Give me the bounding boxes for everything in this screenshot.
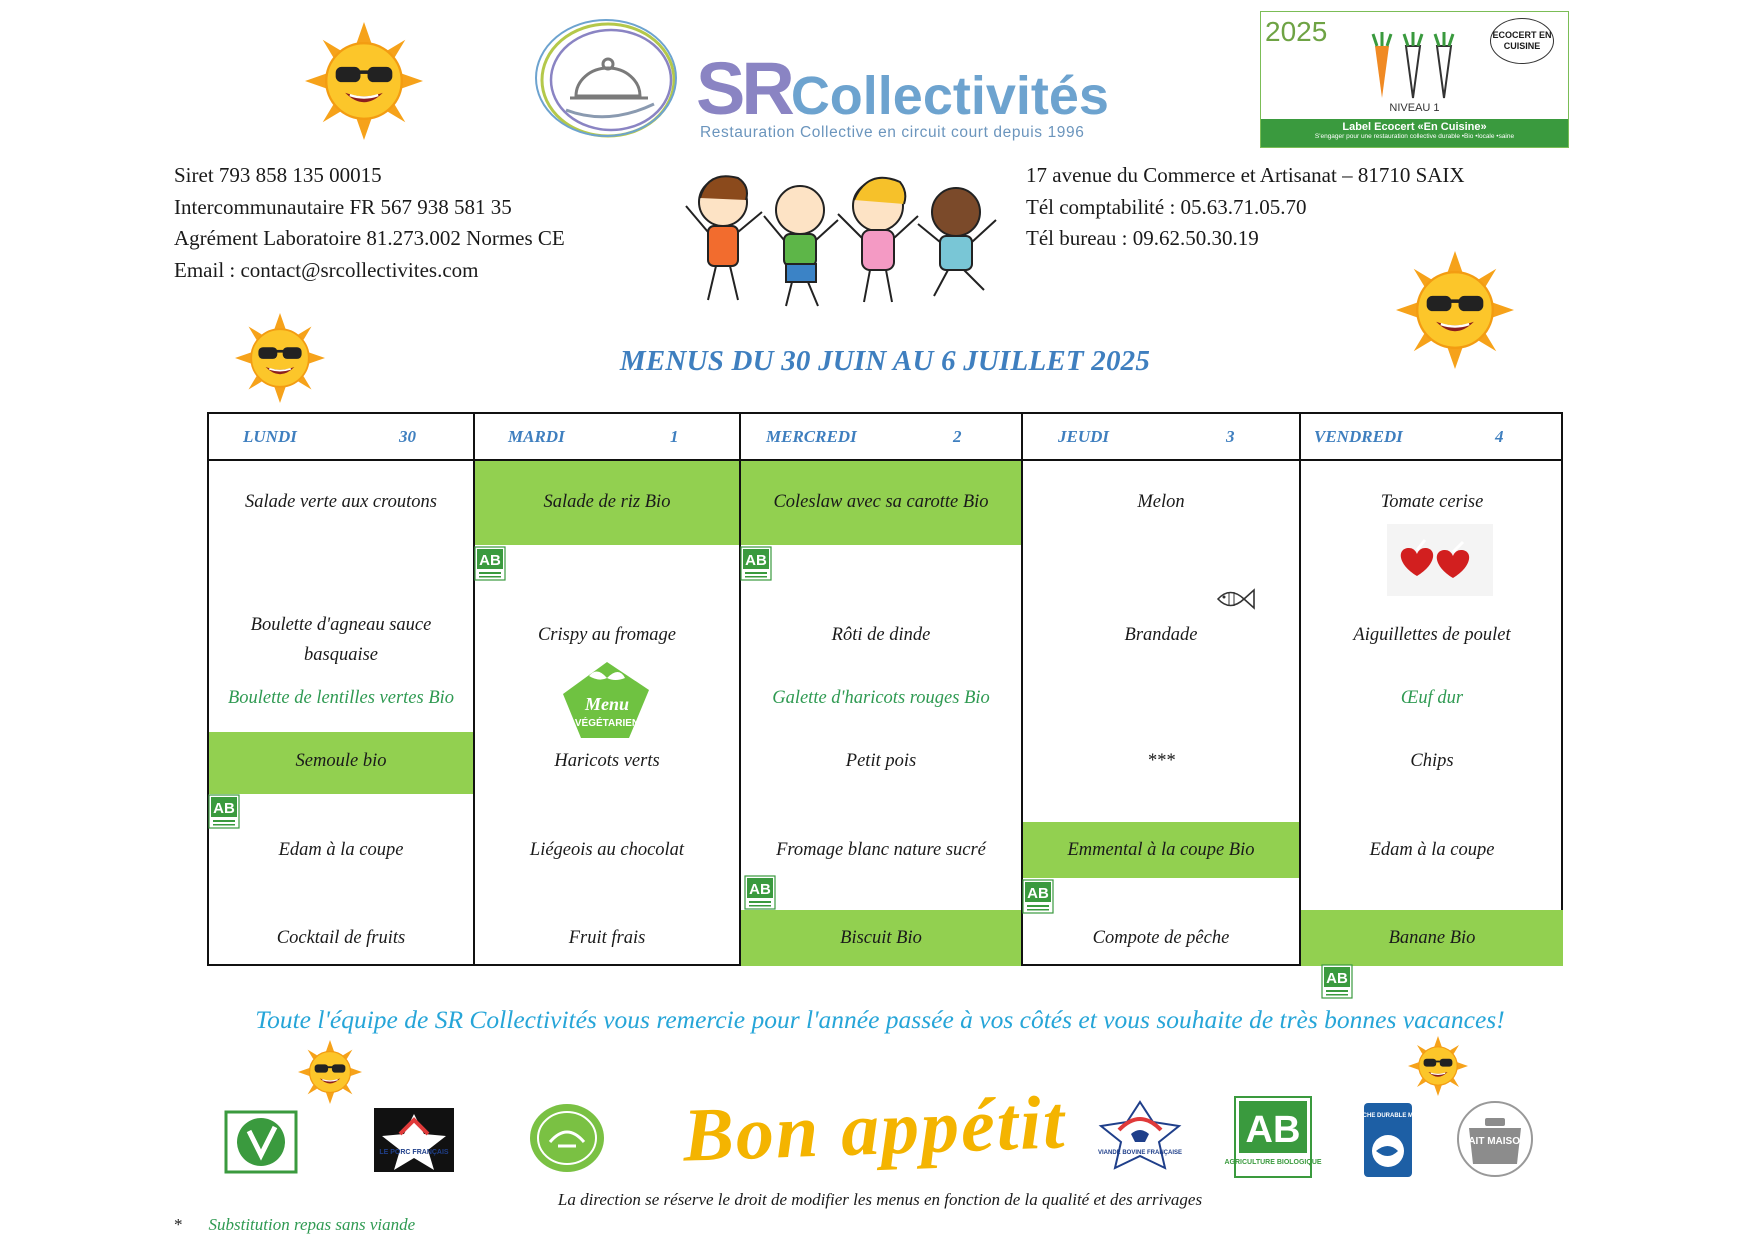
porc-francais-icon: [374, 1108, 454, 1172]
menu-dessert: Biscuit Bio: [840, 928, 922, 948]
day-number: 1: [670, 427, 679, 446]
day-number: 2: [953, 427, 962, 446]
sun-decoration-icon: [235, 313, 325, 403]
menu-dessert: Compote de pêche: [1092, 928, 1230, 948]
exploitation-hve-icon: [528, 1102, 606, 1174]
brand-tagline: Restauration Collective en circuit court depuis 1996: [700, 124, 1085, 141]
day-name: MERCREDI: [766, 427, 857, 446]
menu-vegetarien: Galette d'haricots rouges Bio: [772, 688, 990, 708]
menu-plat: Aiguillettes de poulet: [1353, 625, 1511, 645]
cherry-tomato-hearts-image: [1387, 524, 1493, 596]
ecocert-level: NIVEAU 1: [1389, 102, 1440, 114]
menu-entree: Salade de riz Bio: [543, 492, 671, 512]
footnote-star: *: [174, 1215, 183, 1234]
brand-name: Collectivités: [790, 66, 1109, 126]
ab-label: AGRICULTURE BIOLOGIQUE: [1224, 1159, 1322, 1166]
phone-bureau-line: Tél bureau : 09.62.50.30.19: [1026, 226, 1259, 250]
menu-table: [207, 412, 1563, 966]
phone-compta-line: Tél comptabilité : 05.63.71.05.70: [1026, 194, 1307, 219]
carrot-icon: [1361, 32, 1471, 104]
vegetarian-v-icon: [225, 1111, 297, 1173]
ecocert-bar: [1261, 119, 1568, 147]
fait-maison-label: FAIT MAISON: [1462, 1136, 1528, 1147]
menu-fromage: Liégeois au chocolat: [529, 840, 685, 860]
day-header: [741, 414, 1021, 461]
menu-dessert: Cocktail de fruits: [276, 928, 406, 948]
day-column-lundi: [209, 414, 475, 964]
menu-plat: Brandade: [1124, 625, 1198, 645]
company-info-right: [1026, 160, 1465, 255]
intercom-line: Intercommunautaire FR 567 938 581 35: [174, 194, 512, 219]
day-header: [1023, 414, 1299, 461]
day-column-vendredi: [1301, 414, 1563, 964]
menu-accompagnement: Haricots verts: [554, 751, 660, 771]
ecocert-badge: ECOCERT EN CUISINE: [1490, 18, 1554, 64]
menu-title: MENUS DU 30 JUIN AU 6 JUILLET 2025: [619, 345, 1151, 377]
ab-bio-icon: [1023, 880, 1053, 913]
ab-bio-icon: [1322, 965, 1352, 998]
ab-bio-icon: [741, 547, 771, 580]
footnote-text: Substitution repas sans viande: [208, 1215, 416, 1234]
msc-label: PÊCHE DURABLE MSC: [1354, 1113, 1422, 1119]
thanks-message: Toute l'équipe de SR Collectivités vous remercie pour l'année passée à vos côtés et vous souhaite de très bonnes vacances!: [255, 1005, 1505, 1034]
menu-accompagnement: ***: [1147, 751, 1175, 771]
day-header: [209, 414, 473, 461]
day-header: [475, 414, 739, 461]
ecocert-label: [1260, 11, 1569, 148]
day-name: VENDREDI: [1314, 427, 1403, 446]
day-column-jeudi: [1023, 414, 1301, 964]
menu-plat: Rôti de dinde: [831, 625, 931, 645]
menu-dessert: Banane Bio: [1388, 928, 1476, 948]
menu-plat: Crispy au fromage: [537, 625, 677, 645]
day-header: [1301, 414, 1563, 461]
company-info-left: [174, 160, 565, 286]
menu-vegetarien: Œuf dur: [1400, 688, 1464, 708]
ab-bio-icon: [475, 547, 505, 580]
ecocert-bar-label: Label Ecocert «En Cuisine»: [1342, 121, 1487, 133]
day-column-mercredi: [741, 414, 1023, 964]
menu-dessert: Fruit frais: [568, 928, 646, 948]
msc-peche-durable-icon: [1354, 1103, 1422, 1177]
address-line: 17 avenue du Commerce et Artisanat – 81710 SAIX: [1026, 163, 1465, 187]
agrement-line: Agrément Laboratoire 81.273.002 Normes CE: [174, 226, 565, 250]
bon-appetit-text: Bon appétit: [681, 1080, 1068, 1178]
day-number: 4: [1495, 427, 1504, 446]
day-name: MARDI: [508, 427, 565, 446]
svg-text:AB: AB: [1245, 1109, 1301, 1151]
menu-vegetarien: Boulette de lentilles vertes Bio: [227, 688, 455, 708]
menu-accompagnement: Chips: [1410, 751, 1454, 771]
menu-entree: Melon: [1137, 492, 1185, 512]
menu-vegetarien-line2: VÉGÉTARIEN: [574, 718, 640, 729]
menu-accompagnement: Petit pois: [845, 751, 917, 771]
menu-vegetarien-line1: Menu: [584, 694, 630, 714]
ab-bio-icon: [209, 795, 239, 828]
menu-entree: Coleslaw avec sa carotte Bio: [773, 492, 989, 512]
kids-illustration: [678, 160, 1013, 310]
menu-entree: Salade verte aux croutons: [245, 492, 437, 512]
footnote: [174, 1215, 415, 1235]
sun-decoration-icon: [1408, 1036, 1468, 1096]
menu-fromage: Edam à la coupe: [1369, 840, 1495, 860]
menu-accompagnement: Semoule bio: [295, 751, 387, 771]
brand-sr: SR: [696, 47, 791, 130]
fait-maison-icon: [1455, 1100, 1535, 1178]
porc-francais-label: LE PORC FRANÇAIS: [379, 1149, 449, 1156]
menu-fromage: Emmental à la coupe Bio: [1067, 840, 1255, 860]
disclaimer: La direction se réserve le droit de modifier les menus en fonction de la qualité et des arrivages: [557, 1190, 1203, 1209]
sun-decoration-icon: [305, 22, 423, 140]
agriculture-biologique-icon: [1224, 1096, 1322, 1178]
day-number: 3: [1226, 427, 1235, 446]
fish-icon: [1214, 586, 1256, 612]
day-name: JEUDI: [1058, 427, 1110, 446]
email-line: Email : contact@srcollectivites.com: [174, 257, 479, 282]
ecocert-bar-small: S'engager pour une restauration collective durable •Bio •locale •saine: [1314, 133, 1515, 140]
menu-vegetarien-icon: [559, 660, 655, 742]
ecocert-year: 2025: [1265, 16, 1328, 47]
ab-bio-icon: [745, 876, 775, 909]
cloche-logo-icon: [536, 18, 686, 143]
viande-bovine-francaise-icon: [1097, 1100, 1183, 1170]
siret-line: Siret 793 858 135 00015: [174, 163, 382, 187]
day-name: LUNDI: [243, 427, 297, 446]
menu-plat: Boulette d'agneau sauce basquaise: [250, 615, 432, 665]
menu-entree: Tomate cerise: [1380, 492, 1484, 512]
day-column-mardi: [475, 414, 741, 964]
sun-decoration-icon: [1396, 251, 1514, 369]
vbf-label: VIANDE BOVINE FRANÇAISE: [1097, 1150, 1183, 1156]
day-number: 30: [399, 427, 416, 446]
menu-fromage: Edam à la coupe: [278, 840, 404, 860]
brand-logo: [696, 46, 1109, 131]
sun-decoration-icon: [298, 1040, 362, 1104]
menu-fromage: Fromage blanc nature sucré: [776, 840, 986, 860]
